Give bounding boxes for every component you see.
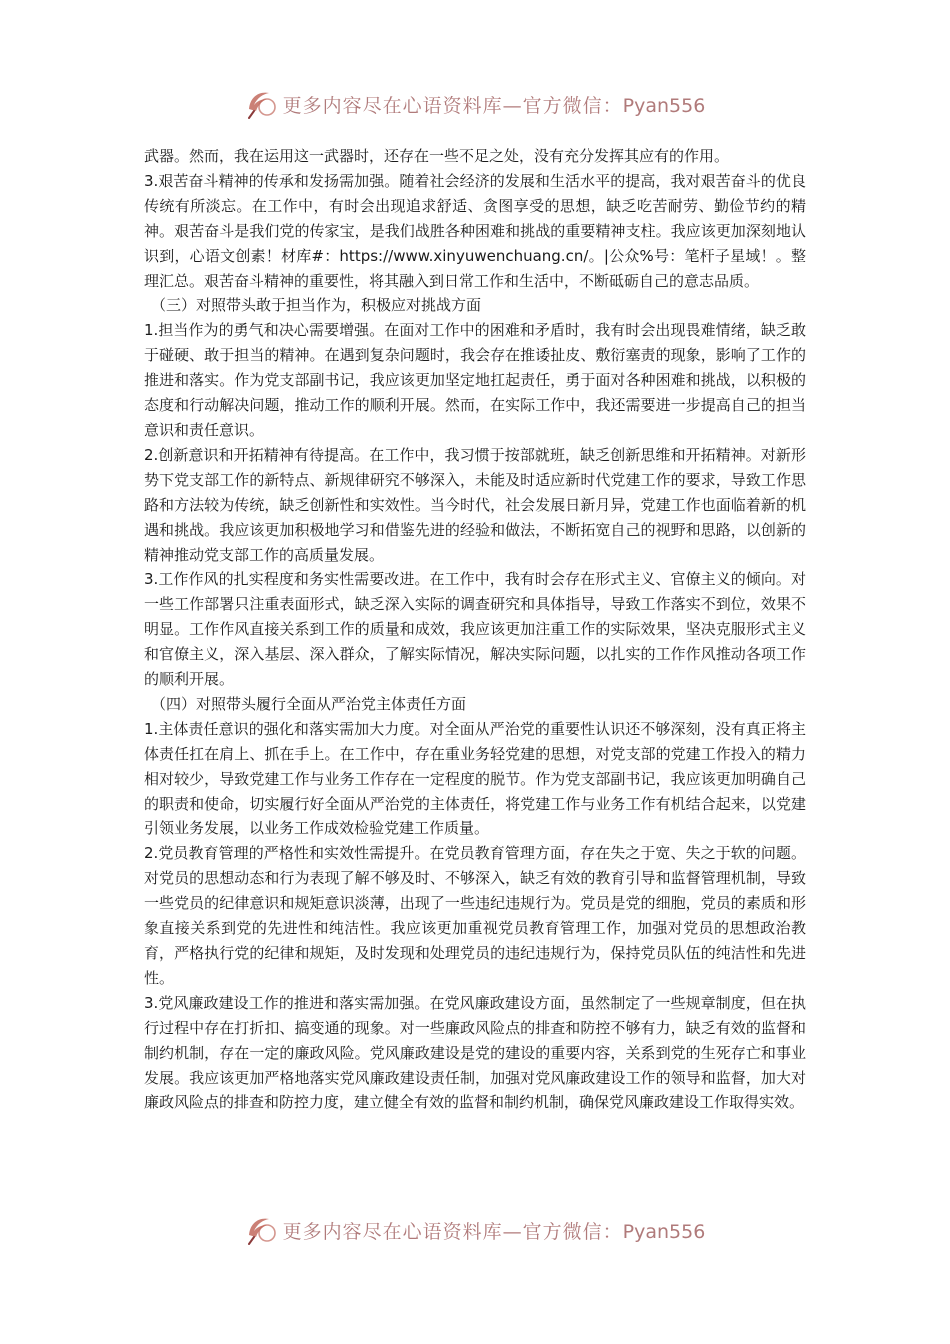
- quill-logo-icon: [245, 87, 279, 121]
- paragraph: 1.主体责任意识的强化和落实需加大力度。对全面从严治党的重要性认识还不够深刻，没有真正将主体责任扛在肩上、抓在手上。在工作中，存在重业务轻党建的思想，对党支部的党建工作投入的精力相对较少，导致党建工作与业务工作存在一定程度的脱节。作为党支部副书记，我应该更加明确自己的职责和使命，切实履行好全面从严治党的主体责任，将党建工作与业务工作有机结合起来，以党建引领业务发展，以业务工作成效检验党建工作质量。: [144, 719, 806, 838]
- paragraph: 3.艰苦奋斗精神的传承和发扬需加强。随着社会经济的发展和生活水平的提高，我对艰苦奋斗的优良传统有所淡忘。在工作中，有时会出现追求舒适、贪图享受的思想，缺乏吃苦耐劳、勤俭节约的精神。艰苦奋斗是我们党的传家宝，是我们战胜各种困难和挑战的重要精神支柱。我应该更加深刻地认识到，心语文创素！材库#：https://www.xinyuwenchuang.cn/。|公众%号：笔杆子星域！。整理汇总。艰苦奋斗精神的重要性，将其融入到日常工作和生活中，不断砥砺自己的意志品质。: [144, 171, 806, 290]
- document-body: [144, 144, 806, 1115]
- paragraph: 1.担当作为的勇气和决心需要增强。在面对工作中的困难和矛盾时，我有时会出现畏难情绪，缺乏敢于碰硬、敢于担当的精神。在遇到复杂问题时，我会存在推诿扯皮、敷衍塞责的现象，影响了工作的推进和落实。作为党支部副书记，我应该更加坚定地扛起责任，勇于面对各种困难和挑战，以积极的态度和行动解决问题，推动工作的顺利开展。然而，在实际工作中，我还需要进一步提高自己的担当意识和责任意识。: [144, 321, 806, 439]
- watermark-text: 更多内容尽在心语资料库—官方微信：Pyan556: [282, 1220, 706, 1243]
- quill-logo-icon: [245, 1213, 279, 1247]
- paragraph: 3.党风廉政建设工作的推进和落实需加强。在党风廉政建设方面，虽然制定了一些规章制度，但在执行过程中存在打折扣、搞变通的现象。对一些廉政风险点的排查和防控不够有力，缺乏有效的监督和制约机制，存在一定的廉政风险。党风廉政建设是党的建设的重要内容，关系到党的生死存亡和事业发展。我应该更加严格地落实党风廉政建设责任制，加强对党风廉政建设工作的领导和监督，加大对廉政风险点的排查和防控力度，建立健全有效的监督和制约机制，确保党风廉政建设工作取得实效。: [144, 993, 806, 1112]
- paragraph: 3.工作作风的扎实程度和务实性需要改进。在工作中，我有时会存在形式主义、官僚主义的倾向。对一些工作部署只注重表面形式，缺乏深入实际的调查研究和具体指导，导致工作落实不到位，效果不明显。工作作风直接关系到工作的质量和成效，我应该更加注重工作的实际效果，坚决克服形式主义和官僚主义，深入基层、深入群众，了解实际情况，解决实际问题，以扎实的工作作风推动各项工作的顺利开展。: [144, 570, 806, 689]
- header-watermark: [0, 84, 950, 124]
- paragraph: 2.党员教育管理的严格性和实效性需提升。在党员教育管理方面，存在失之于宽、失之于软的问题。对党员的思想动态和行为表现了解不够及时、不够深入，缺乏有效的教育引导和监督管理机制，导致一些党员的纪律意识和规矩意识淡薄，出现了一些违纪违规行为。党员是党的细胞，党员的素质和形象直接关系到党的先进性和纯洁性。我应该更加重视党员教育管理工作，加强对党员的思想政治教育，严格执行党的纪律和规矩，及时发现和处理党员的违纪违规行为，保持党员队伍的纯洁性和先进性。: [144, 844, 806, 987]
- paragraph: 武器。然而，我在运用这一武器时，还存在一些不足之处，没有充分发挥其应有的作用。: [144, 147, 730, 165]
- watermark-text: 更多内容尽在心语资料库—官方微信：Pyan556: [282, 94, 706, 117]
- paragraph: 2.创新意识和开拓精神有待提高。在工作中，我习惯于按部就班，缺乏创新思维和开拓精神。对新形势下党支部工作的新特点、新规律研究不够深入，未能及时适应新时代党建工作的要求，导致工作思路和方法较为传统，缺乏创新性和实效性。当今时代，社会发展日新月异，党建工作也面临着新的机遇和挑战。我应该更加积极地学习和借鉴先进的经验和做法，不断拓宽自己的视野和思路，以创新的精神推动党支部工作的高质量发展。: [144, 445, 806, 564]
- footer-watermark: [0, 1210, 950, 1250]
- section-heading: （四）对照带头履行全面从严治党主体责任方面: [151, 694, 467, 713]
- section-heading: （三）对照带头敢于担当作为，积极应对挑战方面: [151, 296, 482, 315]
